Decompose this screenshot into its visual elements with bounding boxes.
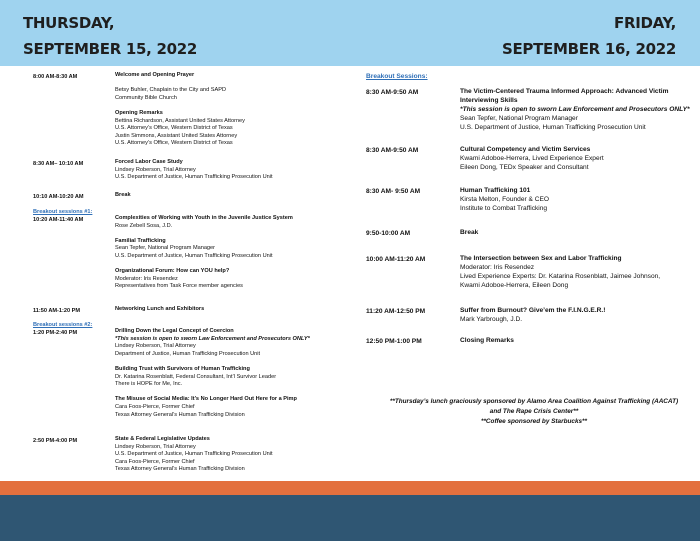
detail-line: Familial Trafficking (115, 237, 166, 244)
detail-line: State & Federal Legislative Updates (115, 436, 210, 442)
session-time: 8:30 AM-9:50 AM (366, 147, 419, 154)
session-time: 10:20 AM-11:40 AM (33, 217, 84, 223)
detail-line: The Misuse of Social Media: It’s No Longer Hard Out Here for a Pimp (115, 396, 297, 403)
session-details (115, 328, 310, 419)
detail-line: There is HOPE for Me, Inc. (115, 381, 183, 388)
breakout-sessions-1-link[interactable]: Breakout sessions #1: (33, 209, 93, 215)
detail-line: U.S. Department of Justice, Human Trafficking Prosecution Unit (115, 252, 273, 259)
session-details (115, 72, 245, 148)
detail-line: U.S. Attorney’s Office, Western District of Texas (115, 140, 233, 147)
detail-line: Institute to Combat Trafficking (460, 205, 548, 212)
detail-line: Moderator: Iris Resendez (460, 264, 535, 271)
spacer (115, 230, 293, 238)
session-details (460, 306, 605, 324)
spacer (115, 102, 245, 110)
detail-line: Lived Experience Experts: Dr. Katarina Rosenblatt, Jaimee Johnson, (460, 273, 661, 280)
detail-line: Texas Attorney General’s Human Trafficking Division (115, 411, 245, 418)
detail-line: Cara Foos-Pierce, Former Chief (115, 458, 195, 465)
detail-line: U.S. Department of Justice, Human Trafficking Prosecution Unit (115, 451, 273, 458)
detail-line: Texas Attorney General’s Human Trafficking Division (115, 466, 245, 473)
breakout-sessions-link[interactable]: Breakout Sessions: (366, 73, 428, 80)
session-details (115, 436, 273, 474)
detail-line: Rose Zebell Sosa, J.D. (115, 222, 173, 229)
detail-line: The Intersection between Sex and Labor Trafficking (460, 255, 622, 262)
session-time: 8:00 AM-8:30 AM (33, 74, 78, 80)
sponsor-note-1: **Thursday’s lunch graciously sponsored by Alamo Area Coalition Against Trafficking (AACAT) (389, 398, 679, 405)
detail-line: Lindsey Roberson, Trial Attorney (115, 166, 196, 173)
spacer (115, 80, 245, 88)
detail-line: Forced Labor Case Study (115, 159, 183, 165)
detail-line: Human Trafficking 101 (460, 187, 531, 194)
detail-line: Building Trust with Survivors of Human Trafficking (115, 365, 250, 372)
session-details (115, 159, 273, 182)
detail-line: Mark Yarbrough, J.D. (460, 316, 523, 323)
friday-heading: FRIDAY, (614, 14, 676, 32)
session-time: 10:00 AM-11:20 AM (366, 256, 426, 263)
detail-line: Sean Tepfer, National Program Manager (115, 245, 216, 252)
breakout-sessions-2-link[interactable]: Breakout sessions #2: (33, 322, 93, 328)
detail-line: Department of Justice, Human Trafficking Prosecution Unit (115, 350, 261, 357)
session-details (460, 145, 604, 172)
spacer (115, 389, 310, 397)
detail-line: Interviewing Skills (460, 97, 518, 104)
detail-line: Justin Simmons, Assistant United States Attorney (115, 132, 238, 139)
session-details (460, 87, 690, 132)
session-time: 11:50 AM-1:20 PM (33, 308, 81, 314)
friday-date: SEPTEMBER 16, 2022 (501, 40, 676, 58)
detail-line: Representatives from Task Force member agencies (115, 283, 243, 290)
session-time: 11:20 AM-12:50 PM (366, 308, 426, 315)
detail-line: Kirsta Melton, Founder & CEO (460, 196, 550, 203)
spacer (115, 261, 293, 269)
detail-line: Eileen Dong, TEDx Speaker and Consultant (460, 164, 589, 171)
detail-line: *This session is open to sworn Law Enforcement and Prosecutors ONLY* (460, 106, 690, 113)
session-time: 8:30 AM-9:50 AM (366, 89, 419, 96)
detail-line: Community Bible Church (115, 94, 177, 101)
detail-line: Welcome and Opening Prayer (115, 72, 195, 78)
session-time: 12:50 PM-1:00 PM (366, 338, 422, 345)
detail-line: Kwami Adoboe-Herrera, Eileen Dong (460, 282, 569, 289)
session-time: 8:30 AM- 9:50 AM (366, 188, 421, 195)
spacer (115, 358, 310, 366)
session-details (115, 306, 204, 314)
sponsor-note-2: and The Rape Crisis Center** (489, 408, 579, 415)
detail-line: U.S. Attorney’s Office, Western District of Texas (115, 125, 233, 132)
session-details (460, 186, 549, 213)
session-details (460, 336, 514, 345)
session-time: 1:20 PM-2:40 PM (33, 330, 78, 336)
detail-line: Lindsey Roberson, Trial Attorney (115, 343, 196, 350)
detail-line: Kwami Adoboe-Herrera, Lived Experience Expert (460, 155, 604, 162)
detail-line: *This session is open to sworn Law Enforcement and Prosecutors ONLY* (115, 335, 310, 342)
session-time: 10:10 AM-10:20 AM (33, 194, 84, 200)
detail-line: Opening Remarks (115, 109, 163, 116)
detail-line: Cultural Competency and Victim Services (460, 146, 591, 153)
detail-line: Complexities of Working with Youth in the Juvenile Justice System (115, 215, 293, 221)
sponsor-note-3: **Coffee sponsored by Starbucks** (480, 418, 588, 425)
detail-line: Organizational Forum: How can YOU help? (115, 268, 230, 275)
session-details (460, 228, 478, 237)
session-details (115, 192, 131, 200)
session-details (460, 254, 660, 290)
detail-line: The Victim-Centered Trauma Informed Approach: Advanced Victim (460, 88, 669, 95)
detail-line: U.S. Department of Justice, Human Trafficking Prosecution Unit (115, 174, 273, 181)
thursday-heading: THURSDAY, (23, 14, 115, 32)
thursday-date: SEPTEMBER 15, 2022 (23, 40, 198, 58)
navy-footer-band (0, 495, 700, 541)
session-time: 8:30 AM– 10:10 AM (33, 161, 84, 167)
orange-footer-band (0, 481, 700, 495)
detail-line: Betsy Buhler, Chaplain to the City and SAPD (115, 87, 227, 94)
session-details (115, 215, 293, 291)
detail-line: Drilling Down the Legal Concept of Coercion (115, 328, 234, 334)
detail-line: Break (115, 192, 131, 198)
detail-line: Networking Lunch and Exhibitors (115, 306, 205, 312)
detail-line: Closing Remarks (460, 337, 514, 344)
detail-line: Bettina Richardson, Assistant United States Attorney (115, 117, 245, 124)
detail-line: Cara Foos-Pierce, Former Chief (115, 403, 195, 410)
detail-line: Moderator: Iris Resendez (115, 275, 178, 282)
detail-line: Break (460, 229, 479, 236)
detail-line: Lindsey Roberson, Trial Attorney (115, 443, 196, 450)
session-time: 9:50-10:00 AM (366, 230, 411, 237)
session-time: 2:50 PM-4:00 PM (33, 438, 78, 444)
detail-line: Sean Tepfer, National Program Manager (460, 115, 578, 122)
detail-line: Dr. Katarina Rosenblatt, Federal Consultant, Int’l Survivor Leader (115, 373, 277, 380)
detail-line: U.S. Department of Justice, Human Trafficking Prosecution Unit (460, 124, 646, 131)
detail-line: Suffer from Burnout? Give’em the F.I.N.G.E.R.! (460, 307, 606, 314)
